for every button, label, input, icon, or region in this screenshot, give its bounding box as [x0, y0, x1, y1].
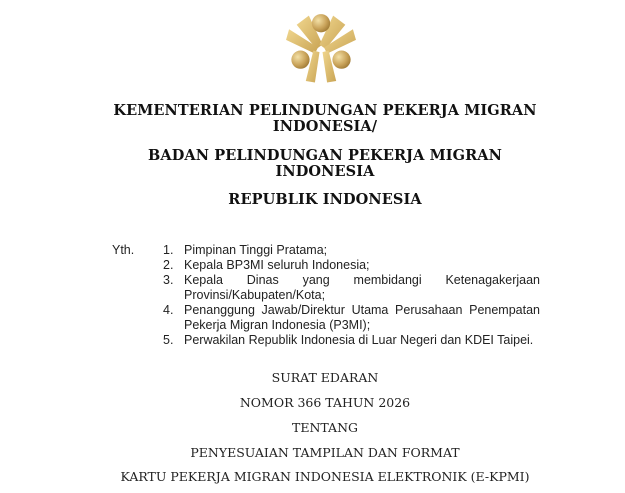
item-number: 4.: [163, 303, 174, 317]
addressee-item: [163, 333, 540, 348]
agency-name-line2: INDONESIA: [275, 163, 375, 180]
addressee-item: [163, 303, 540, 333]
addressee-label: Yth.: [112, 243, 135, 257]
document-type: SURAT EDARAN: [271, 370, 379, 385]
addressee-item: [163, 273, 540, 303]
agency-name-heading: [100, 148, 550, 180]
item-number: 5.: [163, 333, 174, 347]
item-text: Perwakilan Republik Indonesia di Luar Negeri dan KDEI Taipei.: [184, 333, 534, 347]
about-label: TENTANG: [291, 420, 358, 435]
item-text: Kepala BP3MI seluruh Indonesia;: [184, 258, 370, 272]
item-text: Kepala Dinas yang membidangi Ketenagakerjaan Provinsi/Kabupaten/Kota;: [184, 273, 540, 302]
item-number: 2.: [163, 258, 174, 272]
country-heading: REPUBLIK INDONESIA: [228, 191, 422, 208]
addressee-item: [163, 258, 540, 273]
document-number: NOMOR 366 TAHUN 2026: [239, 395, 411, 410]
ministry-name-line2: INDONESIA/: [272, 118, 378, 135]
item-text: Penanggung Jawab/Direktur Utama Perusahaan Penempatan Pekerja Migran Indonesia (P3MI);: [184, 303, 540, 332]
subject-line-1: PENYESUAIAN TAMPILAN DAN FORMAT: [190, 445, 460, 460]
bp2mi-logo-icon: [283, 8, 359, 84]
ministry-name-line1: KEMENTERIAN PELINDUNGAN PEKERJA MIGRAN: [113, 102, 537, 119]
addressee-list: [163, 243, 540, 348]
agency-name-line1: BADAN PELINDUNGAN PEKERJA MIGRAN: [147, 147, 503, 164]
item-text: Pimpinan Tinggi Pratama;: [184, 243, 328, 257]
subject-line-2: KARTU PEKERJA MIGRAN INDONESIA ELEKTRONIK (E-KPMI): [120, 469, 530, 484]
item-number: 3.: [163, 273, 174, 287]
addressee-item: [163, 243, 540, 258]
ministry-name-heading: [100, 103, 550, 135]
item-number: 1.: [163, 243, 174, 257]
